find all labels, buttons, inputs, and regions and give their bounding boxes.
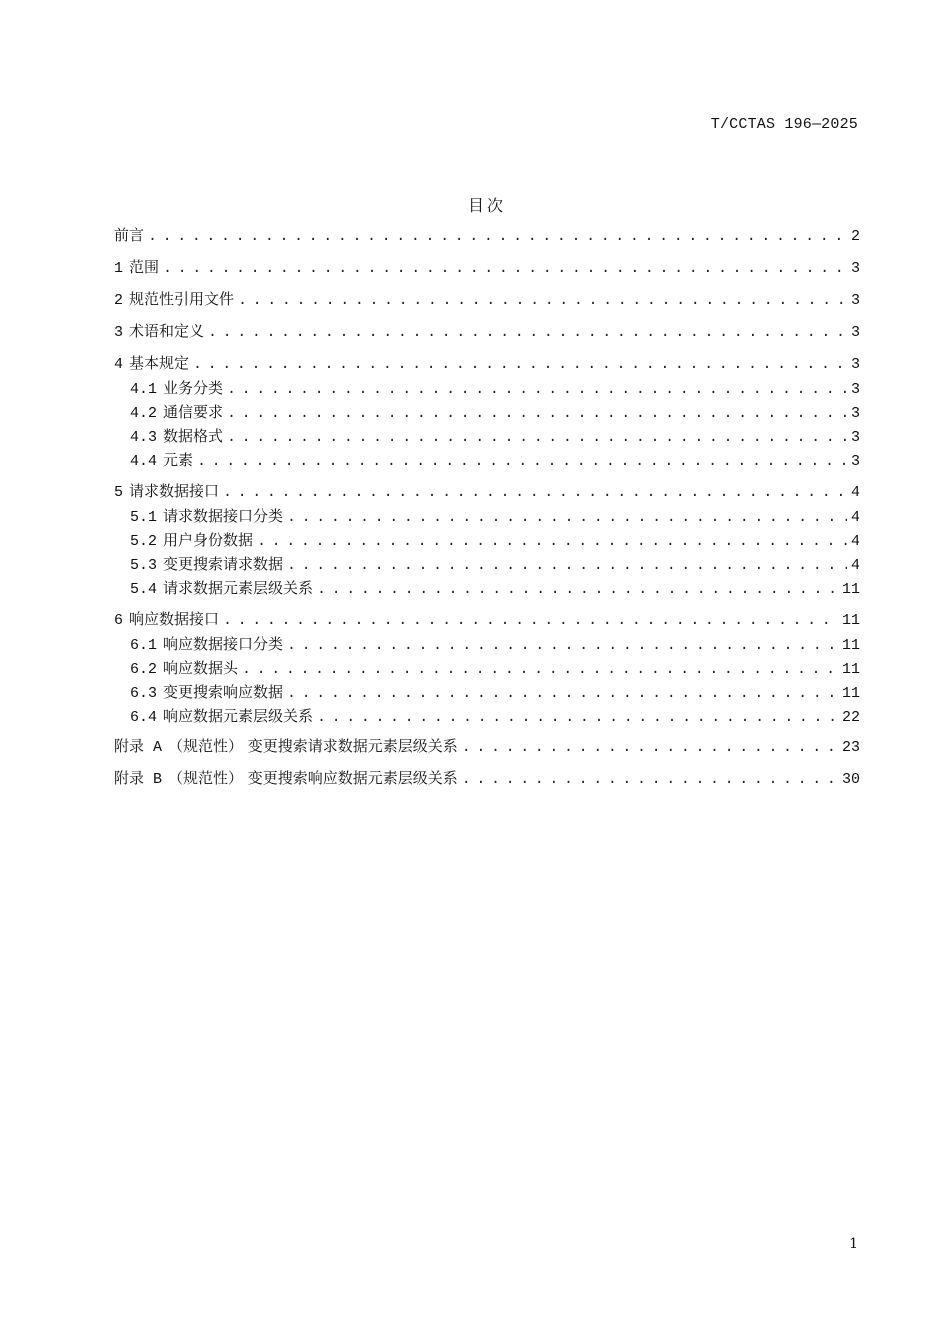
leader-dots: [223, 611, 838, 631]
toc-entry-number: 5.4: [130, 581, 158, 598]
toc-entry-page: 4: [850, 557, 860, 574]
toc-entry-number: 6.3: [130, 685, 158, 702]
toc-entry-6-2[interactable]: [114, 658, 860, 678]
toc-entry-number: 2: [114, 292, 124, 309]
leader-dots: [197, 452, 847, 472]
toc-entry-number: 5.2: [130, 533, 158, 550]
toc-entry-6-3[interactable]: [114, 682, 860, 702]
toc-entry-number: 5: [114, 484, 124, 501]
toc-entry-label: 数据格式: [163, 427, 224, 445]
toc-entry-label: 响应数据接口: [129, 610, 220, 628]
leader-dots: [227, 404, 847, 424]
leader-dots: [462, 738, 838, 758]
toc-entry-6-4[interactable]: [114, 706, 860, 726]
toc-entry-number: 6.4: [130, 709, 158, 726]
toc-entry-number: 6.2: [130, 661, 158, 678]
toc-entry-4[interactable]: [114, 353, 860, 373]
toc-entry-label: 规范性引用文件: [129, 290, 235, 308]
toc-entry-number: 5.3: [130, 557, 158, 574]
toc-entry-label: 响应数据头: [163, 659, 239, 677]
toc-entry-5-3[interactable]: [114, 554, 860, 574]
toc-entry-label: 响应数据接口分类: [163, 635, 284, 653]
toc-entry-label: 请求数据接口: [129, 482, 220, 500]
toc-entry-foreword[interactable]: [114, 225, 860, 245]
toc-entry-number: 4: [114, 356, 124, 373]
toc-entry-label: （规范性） 变更搜索请求数据元素层级关系: [168, 737, 458, 755]
toc-entry-appendix-a[interactable]: [114, 736, 860, 756]
toc-entry-4-1[interactable]: [114, 378, 860, 398]
toc-entry-label: 前言: [114, 226, 145, 244]
toc-title: 目次: [467, 196, 506, 215]
toc-entry-number: 4.2: [130, 405, 158, 422]
toc-entry-label: 通信要求: [163, 403, 224, 421]
leader-dots: [317, 708, 838, 728]
toc-entry-page: 22: [841, 709, 860, 726]
leader-dots: [257, 532, 847, 552]
toc-entry-page: 11: [841, 637, 860, 654]
toc-entry-page: 3: [850, 453, 860, 470]
toc-entry-page: 3: [850, 405, 860, 422]
toc-entry-label: 业务分类: [163, 379, 224, 397]
toc-entry-5-4[interactable]: [114, 578, 860, 598]
toc-entry-number: 4.1: [130, 381, 158, 398]
toc-entry-number: 附录 B: [114, 771, 163, 788]
leader-dots: [227, 380, 847, 400]
leader-dots: [287, 556, 847, 576]
toc-entry-page: 3: [850, 381, 860, 398]
toc-entry-page: 3: [850, 260, 860, 277]
leader-dots: [287, 636, 838, 656]
toc-entry-label: 范围: [129, 258, 160, 276]
toc-entry-number: 6: [114, 612, 124, 629]
document-code: T/CCTAS 196—2025: [710, 116, 858, 133]
leader-dots: [242, 660, 838, 680]
toc-entry-appendix-b[interactable]: [114, 768, 860, 788]
toc-entry-label: 请求数据接口分类: [163, 507, 284, 525]
leader-dots: [287, 684, 838, 704]
toc-entry-page: 11: [841, 612, 860, 629]
leader-dots: [148, 227, 847, 247]
leader-dots: [462, 770, 838, 790]
toc-entry-number: 4.3: [130, 429, 158, 446]
toc-entry-5-1[interactable]: [114, 506, 860, 526]
toc-entry-label: 变更搜索响应数据: [163, 683, 284, 701]
leader-dots: [238, 291, 847, 311]
toc-entry-5[interactable]: [114, 481, 860, 501]
leader-dots: [287, 508, 847, 528]
toc-entry-6[interactable]: [114, 609, 860, 629]
leader-dots: [227, 428, 847, 448]
toc-entry-label: 响应数据元素层级关系: [163, 707, 314, 725]
toc-entry-4-4[interactable]: [114, 450, 860, 470]
toc-entry-2[interactable]: [114, 289, 860, 309]
toc-entry-1[interactable]: [114, 257, 860, 277]
page-number: 1: [849, 1236, 858, 1252]
toc-entry-page: 30: [841, 771, 860, 788]
toc-entry-page: 2: [850, 228, 860, 245]
toc-entry-number: 1: [114, 260, 124, 277]
toc-entry-number: 4.4: [130, 453, 158, 470]
toc-entry-label: 变更搜索请求数据: [163, 555, 284, 573]
toc-entry-page: 3: [850, 429, 860, 446]
toc-entry-page: 3: [850, 356, 860, 373]
toc-entry-label: 请求数据元素层级关系: [163, 579, 314, 597]
toc-entry-6-1[interactable]: [114, 634, 860, 654]
toc-entry-number: 6.1: [130, 637, 158, 654]
leader-dots: [193, 355, 847, 375]
toc-entry-number: 附录 A: [114, 739, 163, 756]
toc-entry-page: 3: [850, 324, 860, 341]
toc-entry-page: 4: [850, 533, 860, 550]
toc-entry-page: 3: [850, 292, 860, 309]
toc-entry-number: 5.1: [130, 509, 158, 526]
leader-dots: [208, 323, 847, 343]
toc-entry-page: 11: [841, 685, 860, 702]
toc-entry-page: 11: [841, 581, 860, 598]
toc-entry-label: 元素: [163, 451, 194, 469]
leader-dots: [317, 580, 838, 600]
toc-entry-page: 4: [850, 509, 860, 526]
toc-entry-number: 3: [114, 324, 124, 341]
leader-dots: [223, 483, 847, 503]
toc-entry-5-2[interactable]: [114, 530, 860, 550]
toc-entry-page: 23: [841, 739, 860, 756]
toc-entry-3[interactable]: [114, 321, 860, 341]
toc-entry-page: 4: [850, 484, 860, 501]
toc-entry-label: 用户身份数据: [163, 531, 254, 549]
toc-entry-4-3[interactable]: [114, 426, 860, 446]
leader-dots: [163, 259, 847, 279]
toc-entry-label: 基本规定: [129, 354, 190, 372]
toc-entry-page: 11: [841, 661, 860, 678]
toc-entry-label: 术语和定义: [129, 322, 205, 340]
toc-entry-4-2[interactable]: [114, 402, 860, 422]
toc-entry-label: （规范性） 变更搜索响应数据元素层级关系: [168, 769, 458, 787]
